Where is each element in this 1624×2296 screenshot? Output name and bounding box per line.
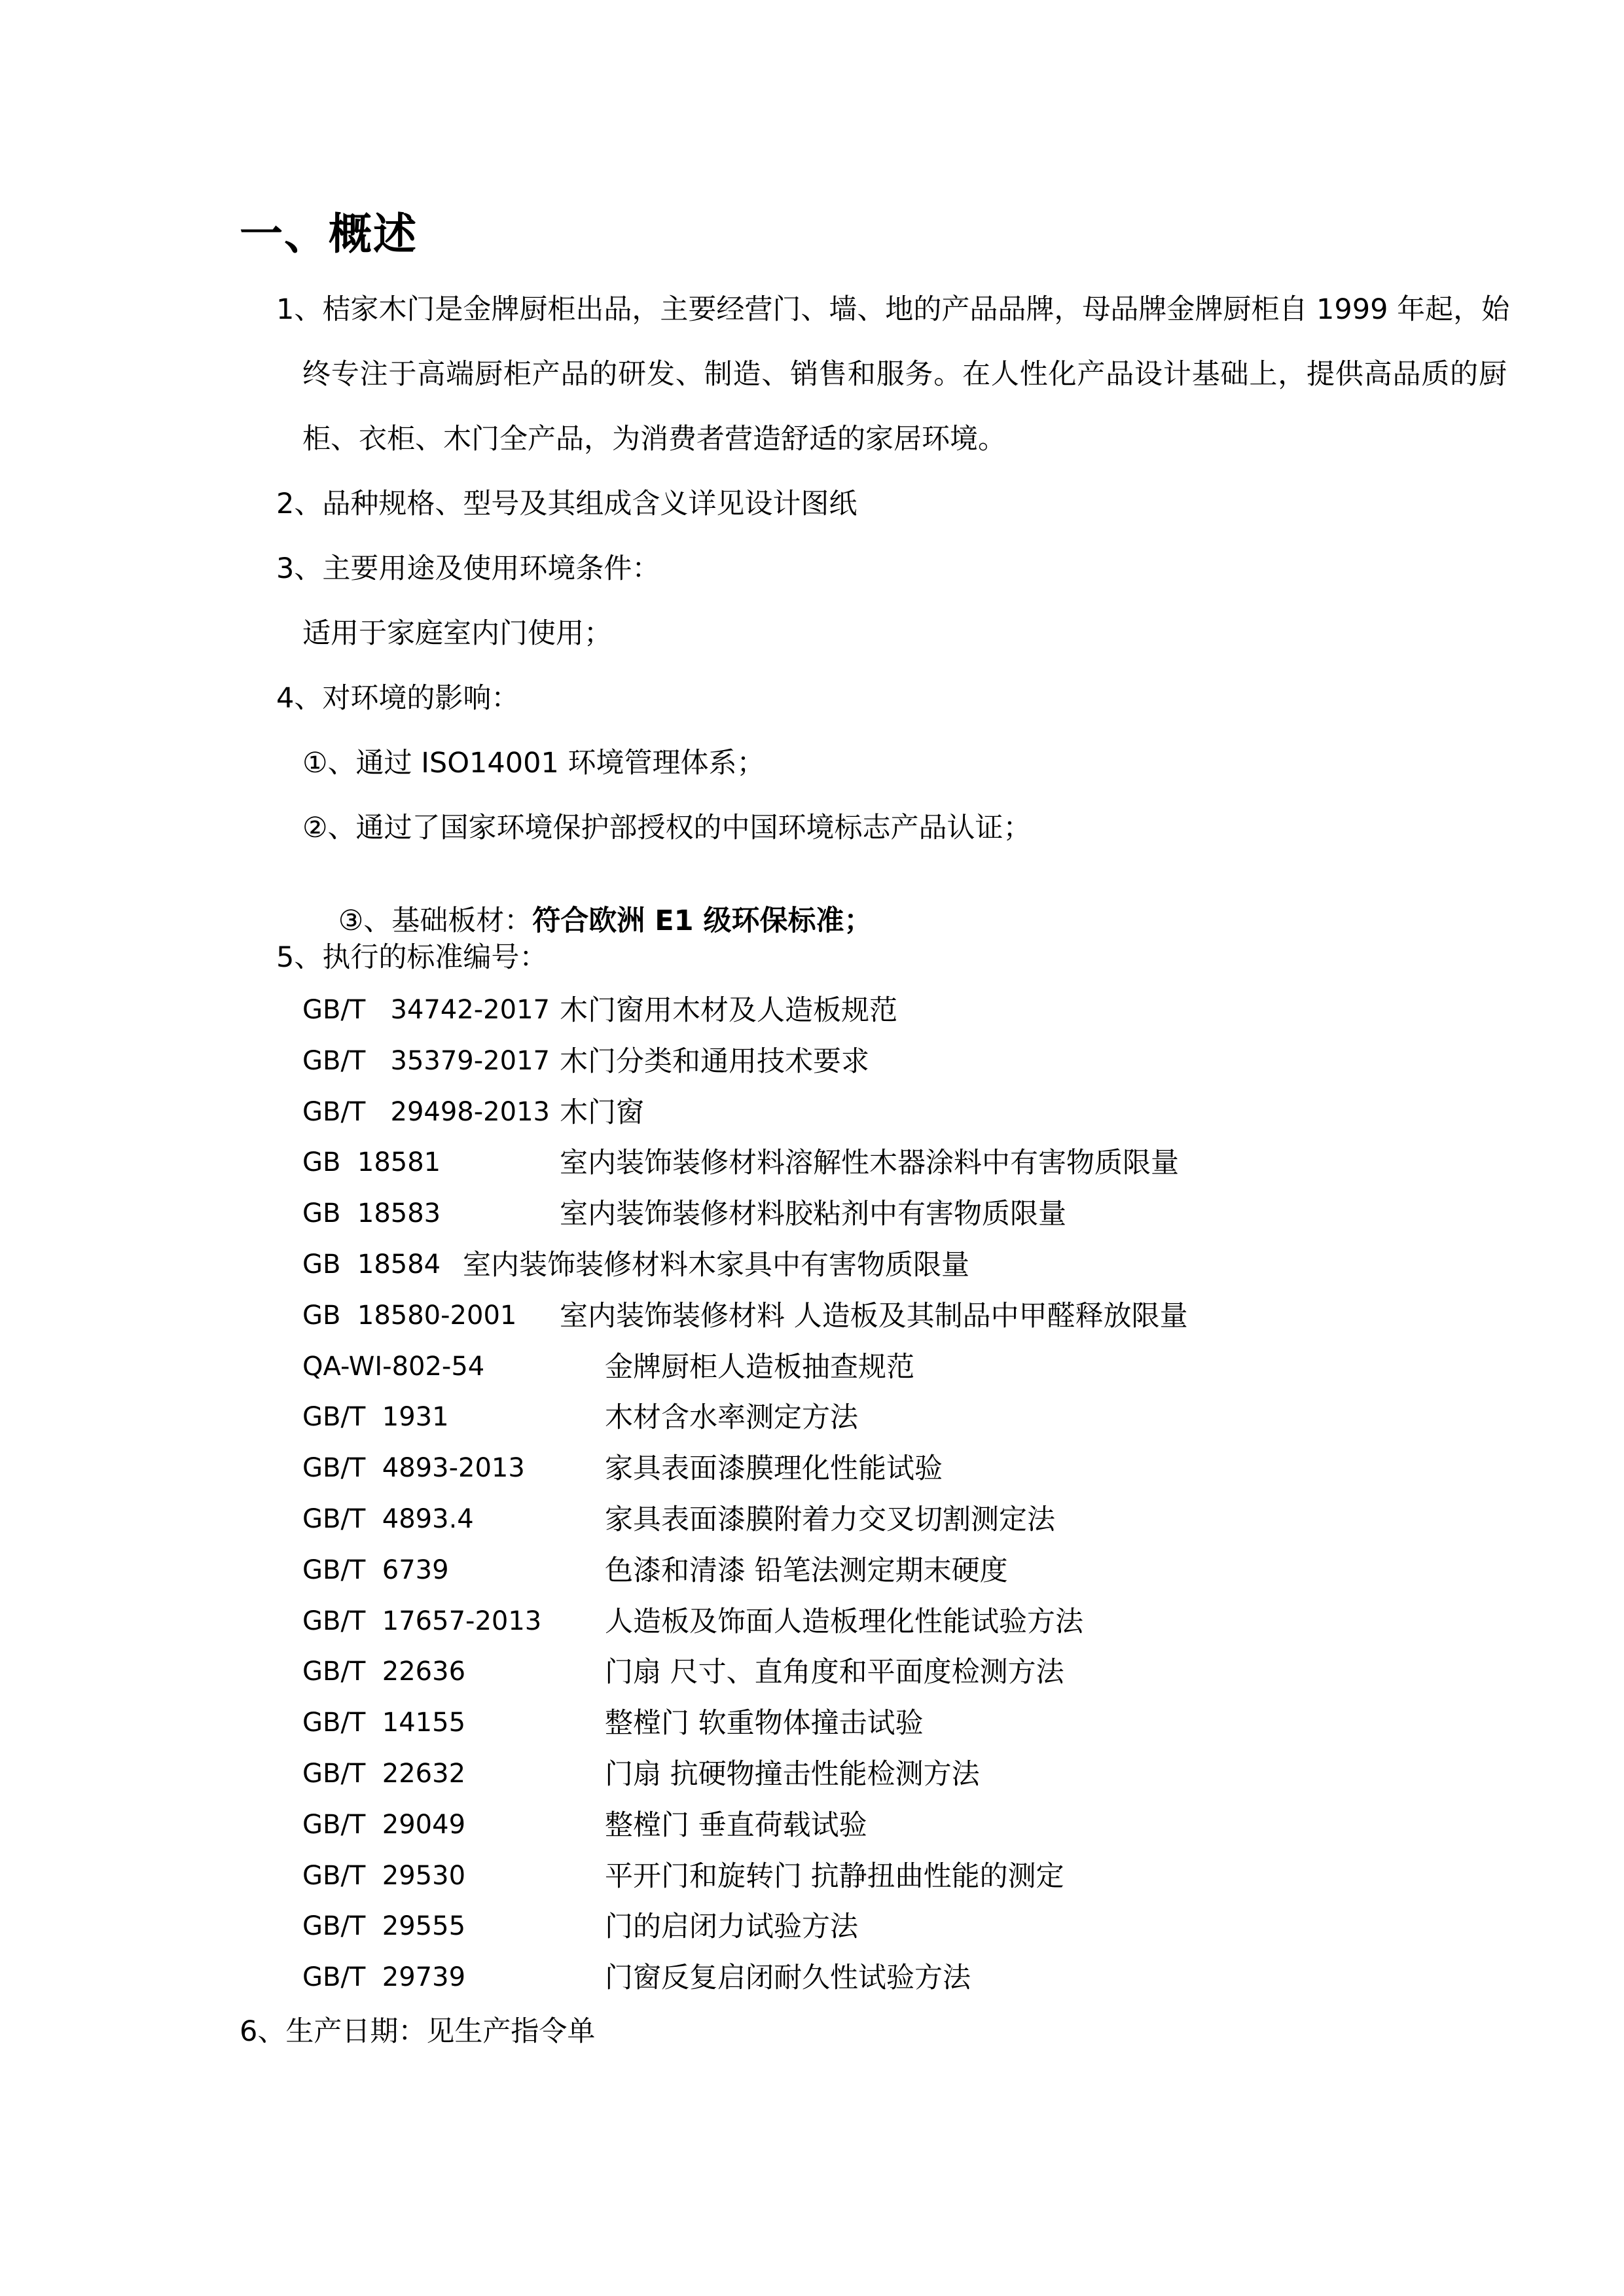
standard-code: GB/T 29530 — [302, 1861, 466, 1891]
standard-desc: 室内装饰装修材料胶粘剂中有害物质限量 — [560, 1198, 1066, 1230]
standard-code: GB/T 35379-2017 — [302, 1046, 550, 1076]
standard-code: GB/T 29739 — [302, 1962, 466, 1992]
standard-code: GB/T 14155 — [302, 1708, 466, 1738]
standard-code: GB/T 34742-2017 — [302, 995, 550, 1025]
item-4-sub-3-prefix: ③、基础板材： — [338, 905, 533, 937]
item-4-sub-3-bold-text: 符合欧洲 E1 级环保标准； — [532, 905, 873, 937]
item-2: 2、品种规格、型号及其组成含义详见设计图纸 — [276, 488, 857, 520]
standard-code: GB/T 22632 — [302, 1759, 466, 1789]
standard-row — [0, 1351, 1624, 1393]
standard-row — [0, 1860, 1624, 1902]
standard-row — [0, 1809, 1624, 1851]
standard-desc: 木门分类和通用技术要求 — [560, 1045, 869, 1078]
standard-row — [0, 1910, 1624, 1952]
standard-code: GB/T 6739 — [302, 1555, 449, 1585]
standard-row — [0, 1554, 1624, 1596]
standard-code: GB 18583 — [302, 1198, 441, 1229]
item-4: 4、对环境的影响： — [276, 682, 520, 715]
standard-row — [0, 1302, 1624, 1342]
standard-desc: 家具表面漆膜附着力交叉切割测定法 — [605, 1503, 1055, 1536]
standard-row — [0, 1149, 1624, 1189]
item-3: 3、主要用途及使用环境条件： — [276, 552, 660, 585]
item-1-line-2: 终专注于高端厨柜产品的研发、制造、销售和服务。在人性化产品设计基础上，提供高品质的厨 — [302, 358, 1507, 391]
standard-desc: 门的启闭力试验方法 — [605, 1910, 858, 1943]
standard-code: GB 18580-2001 — [302, 1300, 517, 1331]
item-6: 6、生产日期：见生产指令单 — [240, 2015, 596, 2048]
standard-row — [0, 1096, 1624, 1138]
standard-desc: 家具表面漆膜理化性能试验 — [605, 1452, 943, 1485]
standard-desc: 室内装饰装修材料木家具中有害物质限量 — [463, 1249, 969, 1282]
standard-desc: 门窗反复启闭耐久性试验方法 — [605, 1962, 971, 1994]
standard-desc: 人造板及饰面人造板理化性能试验方法 — [605, 1605, 1083, 1638]
standard-desc: 平开门和旋转门 抗静扭曲性能的测定 — [605, 1860, 1064, 1893]
standard-code: GB/T 29555 — [302, 1911, 466, 1941]
standard-code: GB/T 29049 — [302, 1810, 466, 1840]
standard-code: GB 18581 — [302, 1147, 441, 1177]
standard-row — [0, 1200, 1624, 1240]
standard-code: GB/T 17657-2013 — [302, 1606, 542, 1636]
standard-row — [0, 1656, 1624, 1698]
standard-code: GB/T 1931 — [302, 1402, 449, 1432]
standard-desc: 室内装饰装修材料溶解性木器涂料中有害物质限量 — [560, 1147, 1179, 1179]
standard-code: GB 18584 — [302, 1249, 441, 1280]
standard-code: GB/T 4893-2013 — [302, 1453, 525, 1483]
standard-row — [0, 1503, 1624, 1545]
standard-code: GB/T 22636 — [302, 1657, 466, 1687]
standard-desc: 木材含水率测定方法 — [605, 1401, 858, 1434]
item-1-line-3: 柜、衣柜、木门全产品，为消费者营造舒适的家居环境。 — [302, 423, 1006, 456]
standard-code: QA-WI-802-54 — [302, 1352, 485, 1382]
standard-desc: 色漆和清漆 铅笔法测定期末硬度 — [605, 1554, 1008, 1587]
standard-row — [0, 994, 1624, 1036]
standard-code: GB/T 29498-2013 — [302, 1097, 550, 1127]
item-1-line-1: 1、桔家木门是金牌厨柜出品，主要经营门、墙、地的产品品牌，母品牌金牌厨柜自 1999 年起，始 — [276, 293, 1510, 326]
standard-desc: 整樘门 软重物体撞击试验 — [605, 1707, 924, 1740]
standard-row — [0, 1707, 1624, 1749]
standard-row — [0, 1758, 1624, 1800]
standard-code: GB/T 4893.4 — [302, 1504, 474, 1534]
standard-desc: 木门窗用木材及人造板规范 — [560, 994, 897, 1027]
standard-desc: 门扇 抗硬物撞击性能检测方法 — [605, 1758, 980, 1791]
item-4-sub-2: ②、通过了国家环境保护部授权的中国环境标志产品认证； — [302, 812, 1032, 844]
standard-desc: 室内装饰装修材料 人造板及其制品中甲醛释放限量 — [560, 1300, 1188, 1333]
standard-desc: 木门窗 — [560, 1096, 644, 1129]
standard-row — [0, 1452, 1624, 1494]
item-5: 5、执行的标准编号： — [276, 941, 548, 974]
standard-row — [0, 1045, 1624, 1087]
standard-desc: 整樘门 垂直荷载试验 — [605, 1809, 867, 1842]
standard-desc: 门扇 尺寸、直角度和平面度检测方法 — [605, 1656, 1064, 1689]
section-heading: 一、概述 — [240, 209, 418, 259]
standard-row — [0, 1964, 1624, 2003]
standard-row — [0, 1251, 1624, 1291]
standard-row — [0, 1605, 1624, 1647]
item-3-detail: 适用于家庭室内门使用； — [302, 617, 612, 650]
standard-desc: 金牌厨柜人造板抽查规范 — [605, 1351, 914, 1384]
item-4-sub-1: ①、通过 ISO14001 环境管理体系； — [302, 747, 765, 780]
standard-row — [0, 1401, 1624, 1443]
